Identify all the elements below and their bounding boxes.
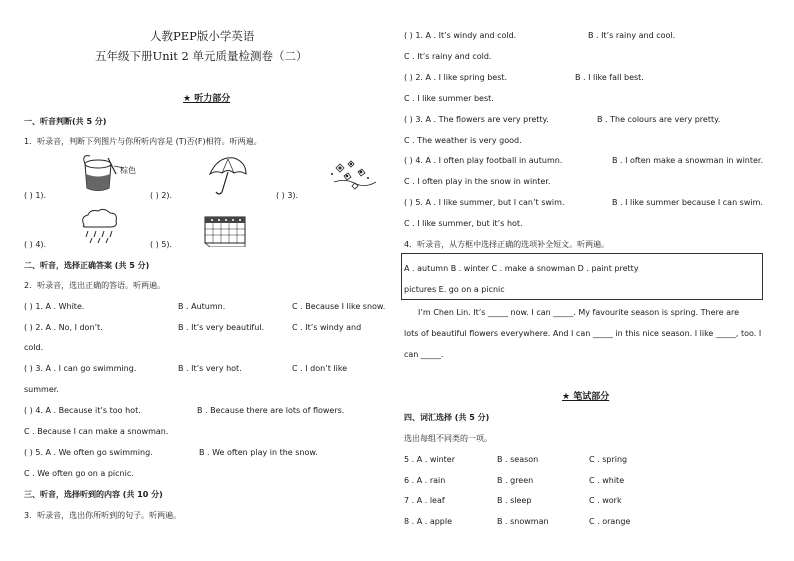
part3-q1-c[interactable]: C . It’s rainy and cold. bbox=[404, 52, 492, 61]
part3-q5-b[interactable]: B . I like summer because I can swim. bbox=[612, 198, 763, 207]
part2-q2-c[interactable]: C . It’s windy and bbox=[292, 323, 362, 332]
part2-q5-a[interactable]: ( ) 5. A . We often go swimming. bbox=[24, 448, 153, 457]
writing-section-title: ★ 笔试部分 bbox=[562, 392, 610, 402]
part2-q1-c[interactable]: C . Because I like snow. bbox=[292, 302, 386, 311]
doc-subtitle: 五年级下册Unit 2 单元质量检测卷（二） bbox=[95, 49, 308, 63]
vocab-q7-c[interactable]: C . work bbox=[589, 496, 622, 505]
vocab-q7-b[interactable]: B . sleep bbox=[497, 496, 532, 505]
part3-q3-b[interactable]: B . The colours are very pretty. bbox=[597, 115, 721, 124]
passage-line-2: lots of beautiful flowers everywhere. And I can _____ in this nice season. I like _____, too. I bbox=[404, 329, 762, 338]
calendar-icon bbox=[202, 211, 248, 247]
part1-title: 一、听音判断(共 5 分) bbox=[24, 117, 107, 126]
part1-item-3[interactable]: ( ) 3). bbox=[276, 191, 299, 200]
part3-q3-c[interactable]: C . The weather is very good. bbox=[404, 136, 522, 145]
vocab-q6-b[interactable]: B . green bbox=[497, 476, 534, 485]
part3-q4-b[interactable]: B . I often make a snowman in winter. bbox=[612, 156, 764, 165]
part1-instruction: 1．听录音，判断下列图片与你所听内容是 (T)否(F)相符。听两遍。 bbox=[24, 137, 262, 146]
vocab-q8-b[interactable]: B . snowman bbox=[497, 517, 549, 526]
vocab-q7-a[interactable]: 7 . A . leaf bbox=[404, 496, 445, 505]
part2-q4-c[interactable]: C . Because I can make a snowman. bbox=[24, 427, 169, 436]
part3-instruction: 3．听录音，选出你所听到的句子。听两遍。 bbox=[24, 511, 182, 520]
vocab-instruction: 选出每组不同类的一项。 bbox=[404, 434, 492, 443]
doc-title: 人教PEP版小学英语 bbox=[150, 29, 255, 43]
part2-q2-b[interactable]: B . It’s very beautiful. bbox=[178, 323, 265, 332]
part3-q3-a[interactable]: ( ) 3. A . The flowers are very pretty. bbox=[404, 115, 549, 124]
part2-q3-c-cont: summer. bbox=[24, 385, 59, 394]
part1-item-1[interactable]: ( ) 1). bbox=[24, 191, 47, 200]
part2-q3-c[interactable]: C . I don’t like bbox=[292, 364, 348, 373]
part2-q5-b[interactable]: B . We often play in the snow. bbox=[199, 448, 318, 457]
part3-q4-a[interactable]: ( ) 4. A . I often play football in autumn. bbox=[404, 156, 563, 165]
word-bank-line-1: A . autumn B . winter C . make a snowman D . paint pretty bbox=[404, 264, 639, 273]
part1-item-2[interactable]: ( ) 2). bbox=[150, 191, 173, 200]
part2-instruction: 2．听录音，选出正确的答语。听两遍。 bbox=[24, 281, 166, 290]
part3-q2-a[interactable]: ( ) 2. A . I like spring best. bbox=[404, 73, 508, 82]
part3-q5-a[interactable]: ( ) 5. A . I like summer, but I can’t swim. bbox=[404, 198, 565, 207]
part2-q2-a[interactable]: ( ) 2. A . No, I don’t. bbox=[24, 323, 103, 332]
part2-q3-a[interactable]: ( ) 3. A . I can go swimming. bbox=[24, 364, 137, 373]
part3-q5-c[interactable]: C . I like summer, but it’s hot. bbox=[404, 219, 523, 228]
part2-q3-b[interactable]: B . It’s very hot. bbox=[178, 364, 242, 373]
vocab-q8-c[interactable]: C . orange bbox=[589, 517, 631, 526]
part3-q1-b[interactable]: B . It’s rainy and cool. bbox=[588, 31, 676, 40]
vocab-q5-a[interactable]: 5 . A . winter bbox=[404, 455, 456, 464]
vocab-title: 四、词汇选择 (共 5 分) bbox=[404, 413, 490, 422]
part3-title: 三、听音，选择听到的内容 (共 10 分) bbox=[24, 490, 163, 499]
vocab-q6-c[interactable]: C . white bbox=[589, 476, 625, 485]
word-bank-line-2: pictures E. go on a picnic bbox=[404, 285, 505, 294]
part2-q4-b[interactable]: B . Because there are lots of flowers. bbox=[197, 406, 345, 415]
part2-q1-a[interactable]: ( ) 1. A . White. bbox=[24, 302, 85, 311]
passage-line-1: I’m Chen Lin. It’s _____ now. I can _____. My favourite season is spring. There are bbox=[418, 308, 740, 317]
part3-q4-c[interactable]: C . I often play in the snow in winter. bbox=[404, 177, 551, 186]
vocab-q5-c[interactable]: C . spring bbox=[589, 455, 628, 464]
part3-q1-a[interactable]: ( ) 1. A . It’s windy and cold. bbox=[404, 31, 517, 40]
vocab-q8-a[interactable]: 8 . A . apple bbox=[404, 517, 453, 526]
part2-q4-a[interactable]: ( ) 4. A . Because it’s too hot. bbox=[24, 406, 141, 415]
part1-item-5[interactable]: ( ) 5). bbox=[150, 240, 173, 249]
part3-q2-b[interactable]: B . I like fall best. bbox=[575, 73, 644, 82]
part2-q2-c-cont: cold. bbox=[24, 343, 44, 352]
vocab-q5-b[interactable]: B . season bbox=[497, 455, 539, 464]
part1-item-4[interactable]: ( ) 4). bbox=[24, 240, 47, 249]
rain-cloud-icon bbox=[76, 207, 122, 245]
part2-title: 二、听音，选择正确答案 (共 5 分) bbox=[24, 261, 150, 270]
part4-listening-instruction: 4．听录音，从方框中选择正确的选项补全短文。听两遍。 bbox=[404, 240, 610, 249]
part2-q5-c[interactable]: C . We often go on a picnic. bbox=[24, 469, 134, 478]
vocab-q6-a[interactable]: 6 . A . rain bbox=[404, 476, 446, 485]
part3-q2-c[interactable]: C . I like summer best. bbox=[404, 94, 494, 103]
part2-q1-b[interactable]: B . Autumn. bbox=[178, 302, 226, 311]
listening-section-title: ★ 听力部分 bbox=[183, 94, 231, 104]
umbrella-icon bbox=[204, 154, 250, 198]
paint-color-label: 棕色 bbox=[120, 166, 136, 175]
passage-line-3: can _____. bbox=[404, 350, 444, 359]
falling-leaves-icon bbox=[326, 158, 380, 194]
